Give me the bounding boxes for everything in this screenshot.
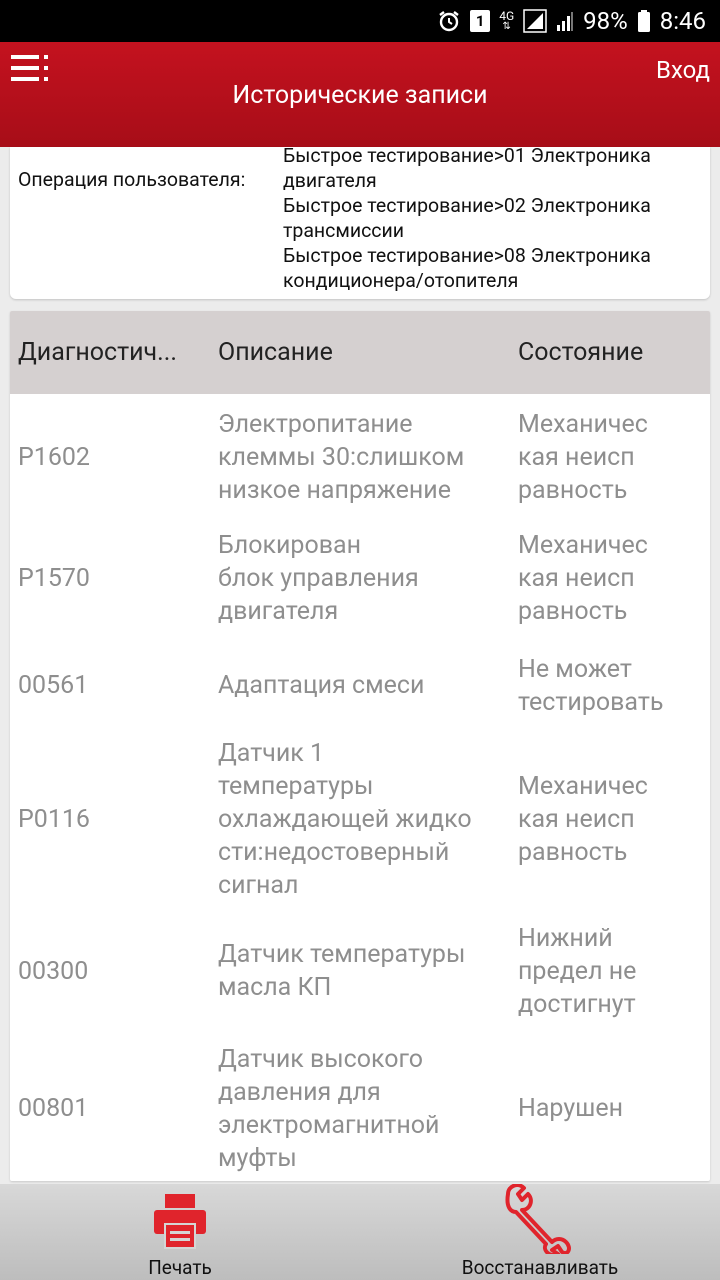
alarm-icon	[437, 9, 461, 33]
dtc-code: 00561	[18, 671, 89, 700]
table-row[interactable]	[10, 525, 710, 632]
network-4g-icon: 4G ⇅	[499, 9, 515, 32]
dtc-state: Нарушен	[518, 1094, 624, 1123]
operation-item: Быстрое тестирование>02 Электроника трансмиссии	[283, 194, 651, 242]
battery-percent: 98%	[583, 7, 628, 35]
dtc-code: P0116	[18, 804, 90, 834]
table-header	[10, 311, 710, 394]
printer-icon	[153, 1192, 207, 1250]
wrench-icon	[502, 1184, 578, 1254]
dtc-description: Датчик температуры масла КП	[218, 940, 466, 1002]
dtc-description: Блокирован блок управления двигателя	[218, 531, 419, 626]
operation-list	[283, 147, 703, 293]
dtc-table	[10, 311, 710, 1181]
dtc-description: Датчик высокого давления для электромагнитной муфты	[218, 1044, 440, 1173]
page-title: Исторические записи	[232, 81, 488, 110]
dtc-code: 00300	[18, 956, 89, 986]
print-label: Печать	[148, 1256, 212, 1279]
print-button[interactable]	[80, 1184, 280, 1280]
operation-label: Операция пользователя:	[18, 168, 246, 191]
operation-item: Быстрое тестирование>08 Электроника кондиционера/отопителя	[283, 244, 651, 292]
table-row[interactable]	[10, 735, 710, 903]
dtc-code: P1602	[18, 443, 90, 472]
dtc-state: Механичес кая неисп равность	[518, 531, 648, 626]
dtc-state: Механичес кая неисп равность	[518, 771, 648, 867]
table-row[interactable]	[10, 1042, 710, 1175]
table-row[interactable]	[10, 404, 710, 511]
table-row[interactable]	[10, 648, 710, 723]
column-header-state[interactable]: Состояние	[518, 338, 644, 367]
bottom-toolbar	[0, 1184, 720, 1280]
operation-item: Быстрое тестирование>01 Электроника двигателя	[283, 147, 651, 192]
operation-card	[10, 147, 710, 299]
dtc-state: Механичес кая неисп равность	[518, 410, 648, 505]
dtc-description: Электропитание клеммы 30:слишком низкое напряжение	[218, 410, 465, 505]
dtc-description: Адаптация смеси	[218, 671, 425, 700]
restore-button[interactable]	[430, 1184, 650, 1280]
column-header-description[interactable]: Описание	[218, 338, 333, 367]
dtc-description: Датчик 1 температуры охлаждающей жидко сти:недостоверный сигнал	[218, 738, 472, 900]
table-row[interactable]	[10, 921, 710, 1021]
clock: 8:46	[659, 7, 706, 35]
dtc-code: 00801	[18, 1094, 89, 1123]
dtc-state: Нижний предел не достигнут	[518, 923, 637, 1019]
dtc-code: P1570	[18, 564, 90, 593]
sim-badge: 1	[470, 10, 490, 32]
battery-icon	[637, 9, 651, 33]
signal-icon	[523, 9, 547, 33]
status-bar	[0, 0, 720, 42]
restore-label: Восстанавливать	[461, 1256, 619, 1279]
login-button[interactable]: Вход	[656, 56, 710, 84]
signal-2-icon	[556, 9, 574, 33]
app-bar	[0, 42, 720, 147]
dtc-state: Не может тестировать	[518, 654, 664, 717]
column-header-code[interactable]: Диагностич...	[18, 338, 177, 367]
